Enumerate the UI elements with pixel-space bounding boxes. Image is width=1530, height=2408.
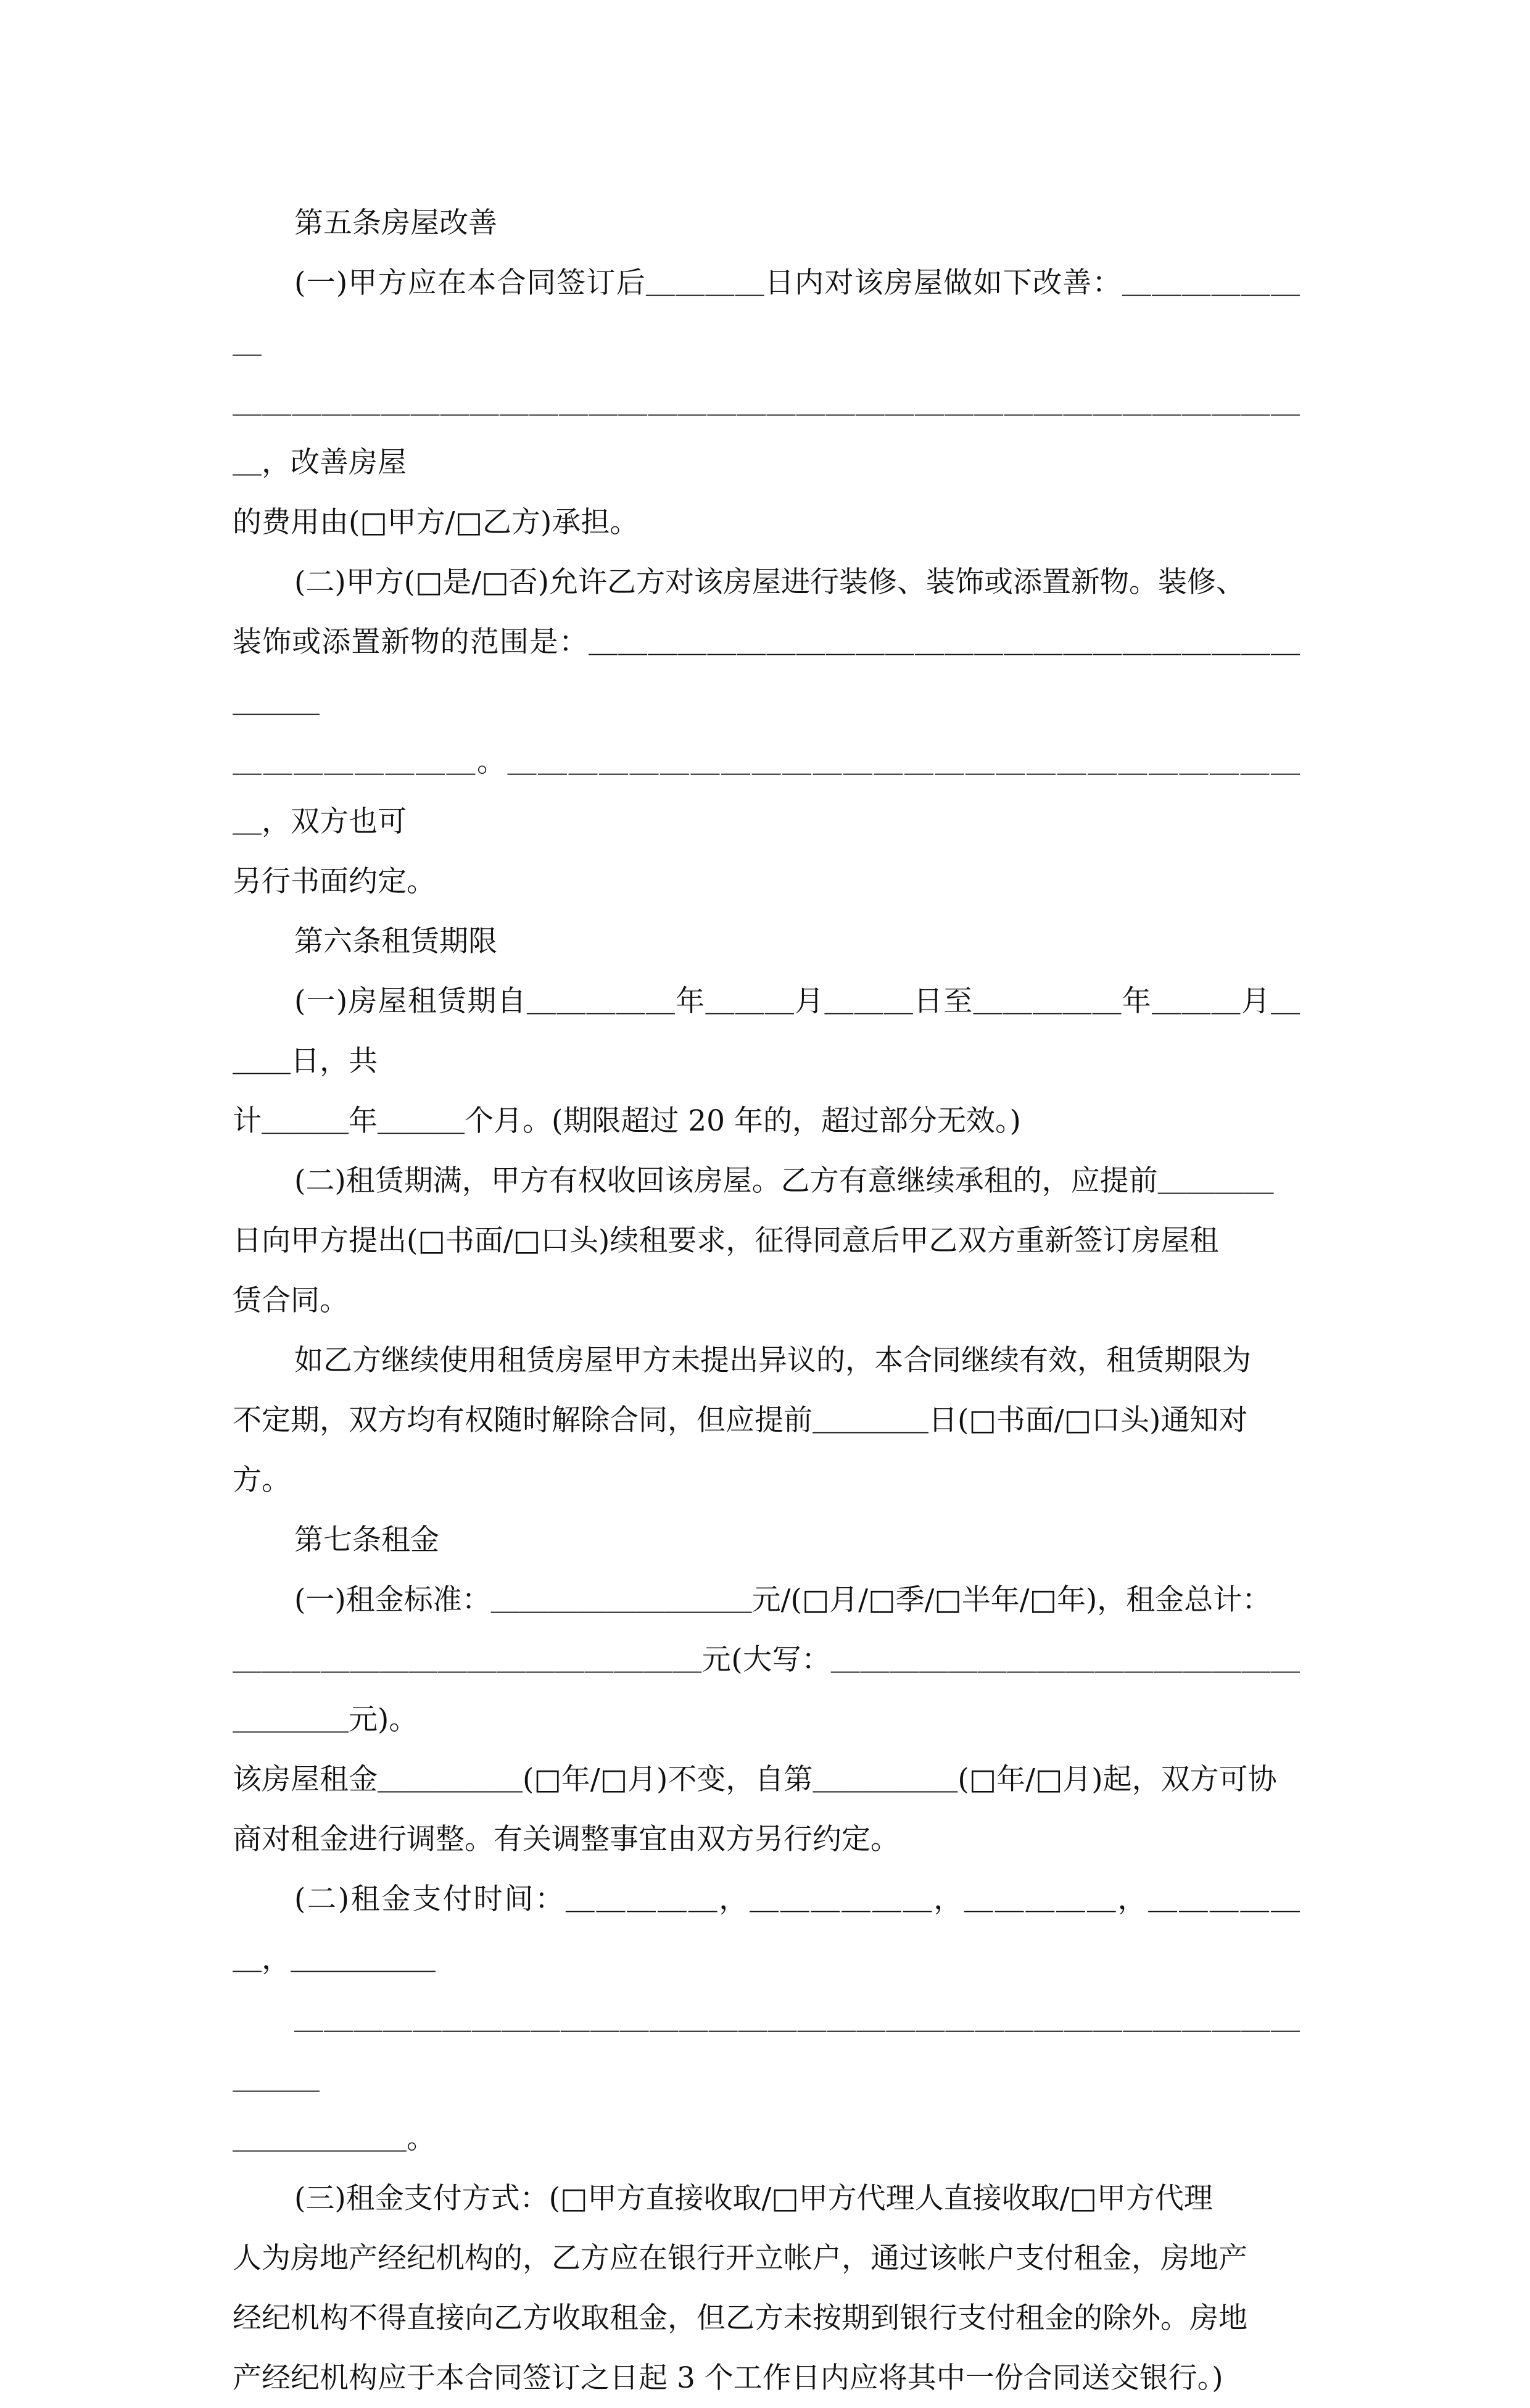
- section-title-6: 第六条租赁期限: [294, 924, 497, 958]
- section6-p2-line3: 赁合同。: [233, 1284, 349, 1318]
- section6-p2-line1: (二)租赁期满，甲方有权收回该房屋。乙方有意继续承租的，应提前＿＿＿＿: [294, 1164, 1274, 1198]
- section7-p1-line3: 该房屋租金＿＿＿＿＿(□年/□月)不变，自第＿＿＿＿＿(□年/□月)起，双方可协: [233, 1762, 1277, 1796]
- document-body: [233, 193, 1300, 2408]
- section7-p3-line2: 人为房地产经纪机构的，乙方应在银行开立帐户，通过该帐户支付租金，房地产: [233, 2241, 1247, 2275]
- section5-p1-line3: 的费用由(□甲方/□乙方)承担。: [233, 505, 639, 539]
- section7-p2-line2: ＿＿＿＿＿＿＿＿＿＿＿＿＿＿＿＿＿＿＿＿＿＿＿＿＿＿＿＿＿＿＿＿＿＿＿＿＿: [233, 2002, 1300, 2096]
- section7-p3-line4: 产经纪机构应于本合同签订之日起 3 个工作日内应将其中一份合同送交银行。): [233, 2361, 1223, 2395]
- section5-p1-line1: (一)甲方应在本合同签订后＿＿＿＿日内对该房屋做如下改善：＿＿＿＿＿＿＿: [233, 266, 1300, 360]
- section5-p2-line4: 另行书面约定。: [233, 865, 436, 899]
- section7-p3-line3: 经纪机构不得直接向乙方收取租金，但乙方未按期到银行支付租金的除外。房地: [233, 2301, 1247, 2335]
- section6-p1-line2: 计＿＿＿年＿＿＿个月。(期限超过 20 年的，超过部分无效。): [233, 1104, 1021, 1138]
- section6-p2-line2: 日向甲方提出(□书面/□口头)续租要求，征得同意后甲乙双方重新签订房屋租: [233, 1224, 1219, 1258]
- section7-p2-line3: ＿＿＿＿＿＿。: [233, 2122, 436, 2156]
- section7-p1-line2: ＿＿＿＿＿＿＿＿＿＿＿＿＿＿＿＿元(大写：＿＿＿＿＿＿＿＿＿＿＿＿＿＿＿＿＿＿＿＿元)。: [233, 1643, 1300, 1737]
- section6-p3-line2: 不定期，双方均有权随时解除合同，但应提前＿＿＿＿日(□书面/□口头)通知对: [233, 1403, 1248, 1437]
- section5-p2-line1: (二)甲方(□是/□否)允许乙方对该房屋进行装修、装饰或添置新物。装修、: [294, 565, 1245, 599]
- section-title-5: 第五条房屋改善: [294, 206, 497, 240]
- section6-p1-line1: (一)房屋租赁期自＿＿＿＿＿年＿＿＿月＿＿＿日至＿＿＿＿＿年＿＿＿月＿＿＿日，共: [233, 984, 1300, 1078]
- section7-p1-line4: 商对租金进行调整。有关调整事宜由双方另行约定。: [233, 1822, 899, 1856]
- section7-p1-line1: (一)租金标准：＿＿＿＿＿＿＿＿＿元/(□月/□季/□半年/□年)，租金总计：: [294, 1583, 1272, 1617]
- section6-p3-line1: 如乙方继续使用租赁房屋甲方未提出异议的，本合同继续有效，租赁期限为: [294, 1343, 1251, 1377]
- section5-p2-line3: ＿＿＿＿＿＿＿＿。＿＿＿＿＿＿＿＿＿＿＿＿＿＿＿＿＿＿＿＿＿＿＿＿＿＿＿，双方也可: [233, 745, 1300, 839]
- section5-p2-line2: 装饰或添置新物的范围是：＿＿＿＿＿＿＿＿＿＿＿＿＿＿＿＿＿＿＿＿＿＿＿＿＿＿＿: [233, 625, 1300, 719]
- section-title-7: 第七条租金: [294, 1523, 439, 1557]
- section7-p2-line1: (二)租金支付时间：＿＿＿＿＿，＿＿＿＿＿＿，＿＿＿＿＿，＿＿＿＿＿＿，＿＿＿＿＿: [233, 1882, 1300, 1976]
- section5-p1-line2: ＿＿＿＿＿＿＿＿＿＿＿＿＿＿＿＿＿＿＿＿＿＿＿＿＿＿＿＿＿＿＿＿＿＿＿＿＿，改善房屋: [233, 386, 1300, 480]
- section7-p3-line1: (三)租金支付方式：(□甲方直接收取/□甲方代理人直接收取/□甲方代理: [294, 2182, 1213, 2215]
- section6-p3-line3: 方。: [233, 1463, 291, 1497]
